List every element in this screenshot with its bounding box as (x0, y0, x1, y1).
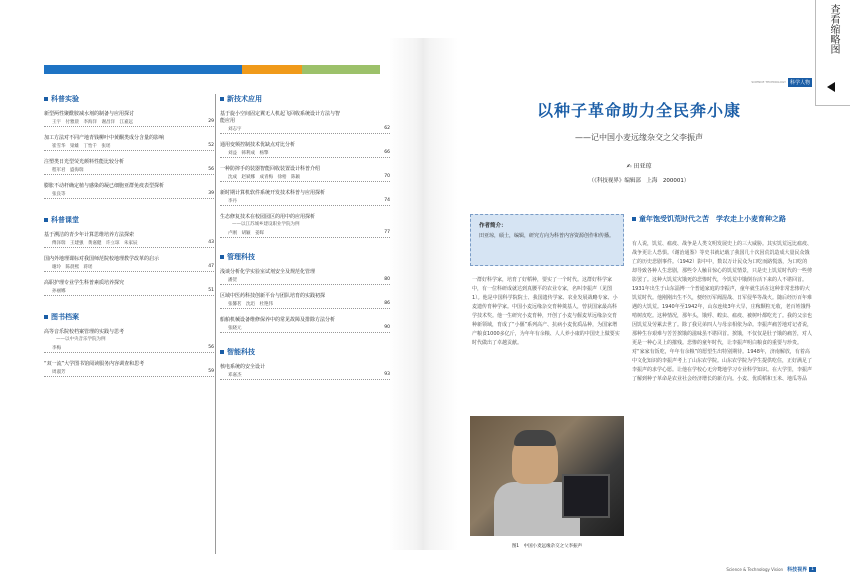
square-bullet-icon (220, 350, 224, 354)
toc-entry[interactable]: 国内外地理课标对我国师范院校地理教学改革的启示 谢玲 陈晨熙 蒋瑶 47 (44, 256, 214, 270)
square-bullet-icon (44, 218, 48, 222)
toc-entry[interactable]: 注塑类日光型荧光颜料性能比较分析 程军君 盛海瑞 56 (44, 159, 214, 173)
color-band-orange (242, 65, 302, 74)
portrait-photo (470, 416, 624, 536)
toc-left-column (44, 94, 214, 384)
body-text-left: 一群好科学家，培育了好稻种，要实了一个时代。这群好科学家中，有一位科研成就达到真腰平的农业专家，名叫李振声（见图1）。他是中国科学院院士、我国遗传学家、农业发展战略专家、小麦遗传育种学家。中国小麦远缘杂交育种奠基人，曾获国家最高科学技术奖。他一生研究小麦育种，开创了小麦与偃麦草远缘杂交育种新领域，育成了“小偃”系列高产、抗病小麦优质品种，为国家增产粮食1000多亿斤，为年年有余粮、人人养小康的中国史上做要实时代做出了卓越贡献。 (472, 277, 620, 346)
column-tag-label: 科学人物 (789, 80, 810, 86)
body-text-right: 有人说，饥荒、瘟疫、战争是人类文明发展史上的三大威胁。其实饥荒远比瘟疫、战争更让人恐惧。《谢治通鉴》等史书就记载了我国几十次因荒饥造成大量民众饿亡的历史悲剧事件。（1942）影中中，数以万计民众为口吃而路慌落，为口吃的却导致各种人生悲剧，那些令人触目惊心的饥荒情景，只是史上饥荒时代的一些剪影罢了。这种大饥荒灾饿死的悲惨时代，今饥荒中饿倒存活下来的人不堪回首。1931年出生于山东淄博一个普通家庭的李振声，童年就生活在这种非常悲惨的大饥荒时代。他刚刚出生不久，便经历军阀混战、日军侵华等战火。随后经历百年难遇的大饥荒。1940年至1942年，山东连续3年大旱，庄稼颗粒无收，老百姓饿得啃树皮吃。这种情况，那年头，饿殍、蝗虫、瘟疫、被树叶都吃光了。我的父亲也因饥荒及劳累去世了。除了我兄弟四人与母亲相依为命。李振声痛苦地对记者说，那种生存艰难与苦苦挨饿的滋味虽不堪回首。挨饿，不仅仅是肚子饿的痛苦，对人更是一种心灵上的摧残。悲惨的童年时代，让李振声明白粮食的重要与珍贵。对“家家有饭吃，年年有余粮”的愿望生出特别期待。1948年，济南解放，有着高中文化知识的李振声考上了山东农学院。山东农学院为学生提供吃住，正好满足了李振声的求学心愿。让他在学校心无旁鹜地学习专业科学知识。在大学里，李振声了解到种子革命是农业社会经济增长的新方向。小麦、优质稻和玉米、地瓜等品 (632, 241, 813, 382)
book-spine-shadow (388, 38, 458, 550)
toc-entry[interactable]: 基于溯洁的青少年计算思维培养方法探索 傅泽瑞 王建强 黄嘉健 许立琼 朱家辰 43 (44, 232, 214, 246)
chevron-left-icon (827, 82, 835, 92)
entry-subtitle: ——以江苏城乡建设职业学院为例 (232, 222, 300, 227)
footer-logo: 科技视界 (787, 567, 808, 573)
toc-entry[interactable]: 核电系统的安全设计 邓嘉杰 93 (220, 364, 390, 378)
square-bullet-icon (44, 315, 48, 319)
column-tag-small: SCIENCE TECHNOLOGY (751, 80, 786, 84)
square-bullet-icon (44, 97, 48, 101)
section-heading: 管理科技 (220, 252, 390, 262)
color-band-green (302, 65, 380, 74)
toc-entry[interactable]: 膨胀不动杆确定植与感染的凝已细胞亚群免疫表型探析 张良等 39 (44, 183, 214, 197)
section-heading: 科普实验 (44, 94, 214, 104)
toc-entry[interactable]: 基于旋小空间固定翼无人机起飞回收系统设计方法与智 能应用 刘志宇 62 (220, 111, 390, 132)
author-intro-box (470, 214, 624, 266)
view-thumbnails-label (816, 4, 850, 59)
toc-entry[interactable]: 新型两性聚酰胺减水剂的制备与应用探讨 王宇 付雅晨 李海洋 谢昌洋 江嘉远 29 (44, 111, 214, 125)
toc-entry[interactable]: 区域中医药科技创新平台与团队培育的实践初探 张馨茗 沈迅 杜艳伟 86 (220, 293, 390, 307)
pen-icon: ✍ (626, 163, 634, 170)
article-author: ✍ 田亚琼 (626, 163, 652, 170)
color-band (44, 65, 380, 74)
photo-figure-hair (514, 430, 556, 446)
view-thumbnails-button[interactable] (815, 0, 850, 106)
page-number: 1 (811, 567, 814, 572)
toc-entry[interactable]: 新时期计算机软件系统开发技术科普与应用探析 李丹 74 (220, 190, 390, 204)
toc-entry[interactable]: 生态修复技术在校园园区的用中的应用探析 ——以江苏城乡建设职业学院为例 卢刚 胡颖 姜晖 77 (220, 214, 390, 236)
figure-caption: 图1 中国小麦远缘杂交之父李振声 (511, 544, 583, 549)
section-heading-right: 童年饱受饥荒时代之苦 学农走上小麦育种之路 (632, 214, 812, 225)
toc-entry[interactable]: 加工方法对不同产地青钱柳叶中黄酮类成分含量的影响 崔雪华 梁雄 丁怡千 张瑶 52 (44, 135, 214, 149)
page-footer (726, 566, 816, 573)
square-bullet-icon (220, 255, 224, 259)
section-heading: 图书档案 (44, 312, 214, 322)
entry-subtitle: ——以中央音乐学院为例 (56, 337, 106, 342)
intro-heading: 作者简介： (479, 223, 507, 229)
square-bullet-icon (632, 217, 636, 221)
toc-entry[interactable]: 浅谈分析化学实验室试剂安全及规范化管理 潘贺 80 (220, 269, 390, 283)
intro-text: 田亚琼，硕士，编辑，研究方向为科普内容资源创作和传播。 (479, 233, 615, 239)
section-heading: 智能科技 (220, 347, 390, 357)
view-thumbnails-text: 查看缩略图 (828, 4, 839, 54)
article-subtitle: ——记中国小麦远缘杂交之父李振声 (575, 133, 703, 142)
right-page (458, 38, 820, 573)
color-band-blue (44, 65, 242, 74)
left-page (38, 38, 390, 550)
article-title: 以种子革命助力全民奔小康 (536, 101, 741, 120)
square-bullet-icon (220, 97, 224, 101)
toc-entry[interactable]: 船舶机械设备维修保养中的常见故障及排除方法分析 张晓元 90 (220, 317, 390, 331)
footer-text: Science & Technology Vision (726, 567, 784, 572)
section-heading: 新技术应用 (220, 94, 390, 104)
toc-entry[interactable]: 通用变频控制技术优缺点对比分析 刘益 韩利成 杨擎 66 (220, 142, 390, 156)
toc-right-column (215, 94, 390, 554)
toc-entry[interactable]: 高职护理专业学生科普素质培养探究 孙丽娜 51 (44, 280, 214, 294)
column-tag (751, 78, 812, 87)
toc-entry[interactable]: 一种防摔手的装器智能回收装置设计科普介绍 沈成 赵斌娜 成青梅 徐梧 陈颖 70 (220, 166, 390, 180)
toc-entry[interactable]: 高等音乐院校档案管理的实践与思考 ——以中央音乐学院为例 李梅 56 (44, 329, 214, 351)
article-affiliation: （《科技视界》编辑部 上海 200001） (588, 178, 690, 184)
section-heading: 科普课堂 (44, 215, 214, 225)
photo-monitor (562, 474, 610, 518)
toc-entry[interactable]: “双一流”大学图书馆阅读服务内容调查和思考 周淑芳 59 (44, 361, 214, 375)
